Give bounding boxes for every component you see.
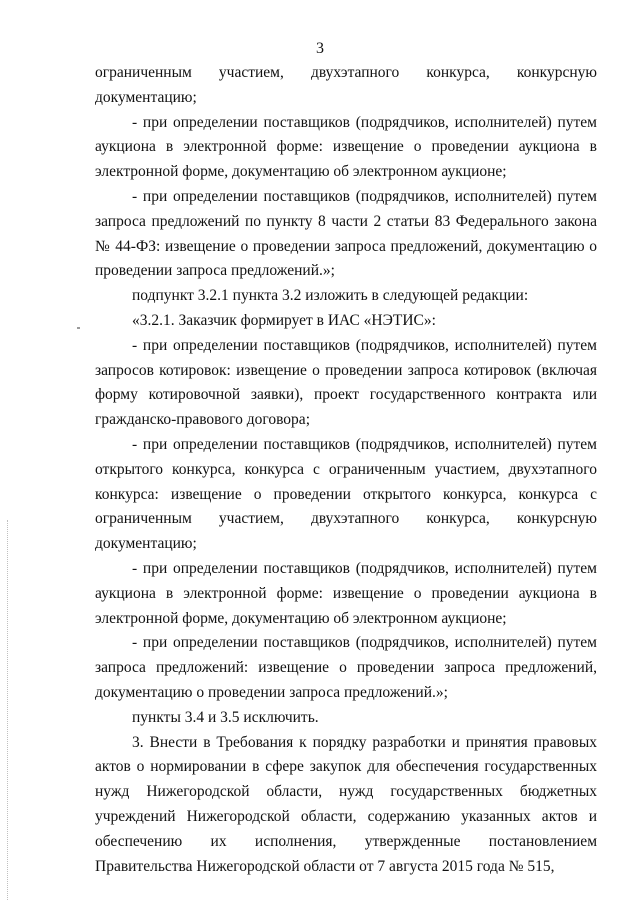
paragraph-3: - при определении поставщиков (подрядчиков, исполнителей) путем запроса предложений по пункту 8 части 2 статьи 83 Федерального закона № 44-ФЗ: извещение о проведении запроса предложений, документацию о проведении запроса предложений.»; — [95, 187, 597, 280]
paragraph-1: ограниченным участием, двухэтапного конкурса, конкурсную документацию; — [95, 64, 597, 106]
document-body — [95, 61, 597, 879]
paragraph-6: - при определении поставщиков (подрядчиков, исполнителей) путем запросов котировок: извещение о проведении запроса котировок (включая форму котировочной заявки), проект государственного контракта или гражданско-правового договора; — [95, 336, 597, 429]
page-number: 3 — [316, 40, 324, 57]
paragraph-4: подпункт 3.2.1 пункта 3.2 изложить в следующей редакции: — [132, 287, 529, 305]
scan-edge-mark — [7, 520, 9, 900]
paragraph-8: - при определении поставщиков (подрядчиков, исполнителей) путем аукциона в электронной форме: извещение о проведении аукциона в электронной форме, документацию об электронном аукционе; — [95, 559, 597, 627]
paragraph-9: - при определении поставщиков (подрядчиков, исполнителей) путем запроса предложений: извещение о проведении запроса предложений, документацию о проведении запроса предложений.»; — [95, 634, 597, 701]
paragraph-7: - при определении поставщиков (подрядчиков, исполнителей) путем открытого конкурса, конкурса с ограниченным участием, двухэтапного конкурса: извещение о проведении открытого конкурса, конкурса с ограниченным участием, двухэтапного конкурса, конкурсную документацию; — [95, 435, 597, 553]
paragraph-11: 3. Внести в Требования к порядку разработки и принятия правовых актов о нормировании в сфере закупок для обеспечения государственных нужд Нижегородской области, нужд государственных бюджетных учреждений Нижегородской области, содержанию указанных актов и обеспечению их исполнения, утвержденные постановлением Правительства Нижегородской области от 7 августа 2015 года № 515, — [95, 733, 597, 875]
paragraph-2: - при определении поставщиков (подрядчиков, исполнителей) путем аукциона в электронной форме: извещение о проведении аукциона в электронной форме, документацию об электронном аукционе; — [95, 113, 597, 181]
paragraph-10: пункты 3.4 и 3.5 исключить. — [132, 708, 319, 726]
margin-mark — [77, 327, 80, 329]
paragraph-5: «3.2.1. Заказчик формирует в ИАС «НЭТИС»: — [132, 311, 436, 329]
